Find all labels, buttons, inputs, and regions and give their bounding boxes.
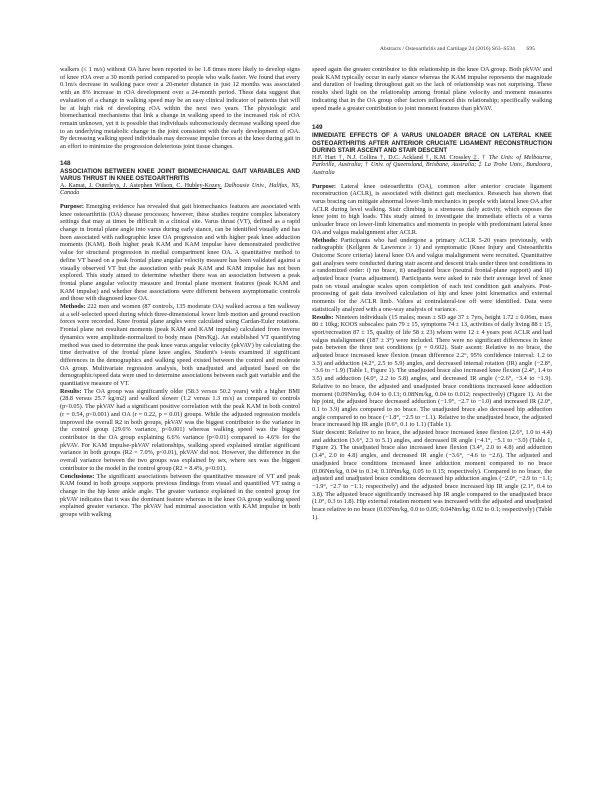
continued-paragraph: walkers (≤ 1 m/s) without OA have been reported to be 1.8 times more likely to develop signs of knee rOA over a 30 month period compared to people who walk faster. We found that every 0.1m/s decrease in walking pace over a 20-meter distance in just 12 months was associated with an 8% increase in rOA development over a 24-month period. These data suggest that evaluation of a change in walking speed may be an easy clinical indicator of patients that will be at high risk of developing rOA within the next two years. The physiologic and biomechanical mechanisms that link a change in walking speed to the increased risk of rOA remain unknown, yet it is possible that individuals subconsciously decrease walking speed due to an underlying metabolic change in the joint consistent with the early development of rOA. By decreasing walking speed individuals may decrease impulse forces at the knee during gait in an effort to minimize the progression deleterious joint tissue changes. <box>60 66 300 151</box>
abstract-title: ASSOCIATION BETWEEN KNEE JOINT BIOMECHANICAL GAIT VARIABLES AND VARUS THRUST IN KNEE OSTEOARTHRITIS <box>60 167 300 183</box>
abstract-authors <box>312 155 552 178</box>
left-column <box>60 66 300 519</box>
abstract-number: 149 <box>312 124 323 132</box>
purpose-text: Emerging evidence has revealed that gait biomechanics features are associated with knee osteoarthritis (OA) disease processes; however, these studies require complex laboratory settings that may at times be difficult in a clinical site. Varus thrust (VT), defined as a rapid change in frontal plane angle into varus during early stance, can be identified visually and has been associated with radiographic knee OA progression and with higher peak knee adduction moments (KAM). Both higher peak KAM and KAM impulse have demonstrated predictive value for structural progression in medial compartment knee OA. A quantitative method to define VT based on a peak frontal plane angular velocity measure has been validated against a visually observed VT but the association with peak KAM and KAM impulse has not been explored. This study aimed to determine whether there was an association between a peak frontal plane angular velocity measure and frontal plane moment features (peak KAM and KAM impulse) and whether these associations were different between asymptomatic controls and those with diagnosed knee OA. <box>60 202 300 303</box>
methods-paragraph <box>312 237 552 314</box>
right-column <box>312 66 552 522</box>
methods-label: Methods: <box>312 236 338 244</box>
page-number: S95 <box>526 46 535 52</box>
purpose-text: Lateral knee osteoarthritis (OA), common after anterior cruciate ligament reconstruction (ACLR), is associated with distinct gait mechanics. Research has shown that varus bracing can mitigate abnormal lower-limb mechanics in people with lateral knee OA after ACLR during level walking. Stair climbing is a strenuous daily activity, which exposes the knee joint to high loads. This study aimed to investigate the immediate effects of a varus unloader brace on lower-limb kinematics and moments in people with predominant lateral knee OA and valgus malalignment after ACLR. <box>312 182 552 236</box>
methods-paragraph <box>60 303 300 388</box>
results-paragraph <box>60 388 300 473</box>
abstract-149 <box>312 124 552 521</box>
purpose-paragraph <box>60 203 300 303</box>
purpose-paragraph <box>312 183 552 237</box>
methods-label: Methods: <box>60 303 86 311</box>
results-text: Nineteen individuals (15 males; mean ± SD age 37 ± 7yrs, height 1.72 ± 0.06m, mass 80 ± 10kg; KOOS subscales: pain 79 ± 15, symptoms 74 ± 13, activities of daily living 88 ± 15, sport/recreation 87 ± 15, quality of life 58 ± 23) whom were 12 ± 4 years post ACLR and had valgus malalignment (187 ± 3°) were included. There were no significant differences in knee pain between the three test conditions (p = 0.602). Stair ascent: Relative to no brace, the adjusted brace increased knee flexion (mean difference 2.2°, 95% confidence interval: 1.2 to 3.3) and adduction (4.2°, 2.5 to 5.9) angles, and decreased internal rotation (IR) angle (−2.8°, −3.6 to −1.9) (Table 1, Figure 1). The unadjusted brace also increased knee flexion (2.4°, 1.4 to 3.5) and adduction (4.0°, 2.2 to 5.8) angles, and decreased IR angle (−2.6°, −3.4 to −1.9). Relative to no brace, the adjusted and unadjusted brace conditions increased knee adduction moment (0.09Nm/kg, 0.04 to 0.13; 0.08Nm/kg, 0.04 to 0.012; respectively) (Figure 1). At the hip joint, the adjusted brace decreased adduction (−1.9°, −2.7 to −1.0) and increased IR (2.0°, 0.1 to 3.9) angles compared to no brace. The unadjusted brace also decreased hip adduction angle compared to no brace (−1.8°, −2.5 to −1.1). Relative to the unadjusted brace, the adjusted brace increased hip IR angle (0.6°, 0.1 to 1.1) (Table 1). <box>312 313 552 429</box>
continued-paragraph: speed again the greater contributor to this relationship in the knee OA group. Both pkVAV and peak KAM typically occur in early stance whereas the KAM impulse represents the magnitude and duration of loading throughout gait so the lack of relationship was not surprising. These results shed light on the relationship among frontal plane velocity and moment measures indicating that in the OA group other factors influenced this relationship; specifically walking speed made a greater contribution to joint moment features than pkVAV. <box>312 66 552 112</box>
header-right <box>370 45 535 53</box>
conclusions-text: The significant associations between the quantitative measure of VT and peak KAM found in both groups supports previous findings from visual and quantified VT using a change in the hip knee ankle angle. The greater variance explained in the control group for pkVAV indicates that it was the dominant feature whereas in the knee OA group walking speed explained greater variance. The pkVAV had minimal association with KAM impulse in both groups with walking <box>60 472 300 519</box>
results-label: Results: <box>60 387 82 395</box>
running-header <box>60 45 535 55</box>
conclusions-paragraph <box>60 473 300 519</box>
author-affiliation: Dalhousie Univ., Halifax, NS, Canada <box>60 182 301 197</box>
author-affiliation: † The Univ. of Melbourne, Parkville, Australia; † Univ. of Queensland, Brisbane, Australia; ‡ La Trobe Univ., Bundoora, Australia <box>312 154 552 176</box>
conclusions-label: Conclusions: <box>60 472 95 480</box>
author-list: A. Kamat, J. Outerleys, J. Astephen Wilson, C. Hubley-Kozey. <box>60 182 222 189</box>
methods-text: Participants who had undergone a primary ACLR 5-20 years previously, with radiographic (Kellgren & Lawrence ≥ 1) and symptomatic (Knee Injury and Osteoarthritis Outcome Score criteria) lateral knee OA and valgus malalignment were recruited. Quantitative gait analyses were conducted during stair ascent and descent trials under three test conditions in a randomized order: i) no brace, ii) unadjusted brace (neutral frontal-plane support) and iii) adjusted brace (varus adjustment). Participants were asked to rate their average level of knee pain on visual analogue scales upon completion of each test condition gait analyses. Post-processing of gait data involved calculation of hip and knee joint kinematics and external moments for the ACLR limb. Values at contralateral-toe off were identified. Data were statistically analyzed with a one-way analysis of variance. <box>312 236 552 313</box>
methods-text: 222 men and women (87 controls, 135 moderate OA) walked across a 6m walkway at a self-selected speed during which three-dimensional lower limb motion and ground reaction forces were recorded. Knee frontal plane angles were calculated using Cardan-Euler rotations. Frontal plane net resultant moments (peak KAM and KAM impulse) calculated from inverse dynamics were amplitude-normalized to body mass (Nm/Kg). An established VT quantifying method was used to determine the peak knee varus angular velocity (pkVAV) by calculating the time derivative of the frontal plane knee angles. Student's t-tests examined if significant differences in the demographics and walking speed existed between the control and moderate OA group. Multivariate regression analysis, both unadjusted and adjusted based on the demographic/speed data were used to determine associations between each gait variable and the quantitative measure of VT. <box>60 303 300 388</box>
stair-descent-paragraph: Stair descent: Relative to no brace, the adjusted brace increased knee flexion (2.6°, 1.0 to 4.4) and adduction (3.6°, 2.3 to 5.1) angles, and decreased IR angle (−4.1°, −5.1 to −3.0) (Table 1, Figure 2). The unadjusted brace also increased knee flexion (3.4°, 2.0 to 4.8) and adduction (3.4°, 2.0 to 4.8) angles, and decreased IR angle (−3.6°, −4.6 to −2.6). The adjusted and unadjusted brace conditions increased knee adduction moment compared to no brace (0.06Nm/kg, 0.04 to 0.14; 0.10Nm/kg, 0.05 to 0.15; respectively). Compared to no brace, the adjusted and unadjusted brace conditions decreased hip adduction angles (−2.0°, −2.9 to −1.1; −1.9°, −2.7 to −1.1; respectively) and the adjusted brace increased hip IR angle (2.1°, 0.4 to 3.8). The adjusted brace significantly increased hip IR angle compared to the unadjusted brace (1.0°, 0.3 to 1.8). Hip external rotation moment was increased with the adjusted and unadjusted brace relative to no brace (0.03Nm/kg, 0.0 to 0.05; 0.04Nm/kg; 0.02 to 0.1; respectively) (Table 1). <box>312 429 552 521</box>
purpose-label: Purpose: <box>312 182 336 190</box>
journal-citation: Abstracts / Osteoarthritis and Cartilage 24 (2016) S63–S534 <box>379 46 515 52</box>
results-text: The OA group was significantly older (58.3 versus 50.2 years) with a higher BMI (28.8 versus 25.7 kg/m2) and walked slower (1.2 versus 1.3 m/s) as compared to controls (p<0.05). The pkVAV had a significant positive correlation with the peak KAM in both control (r = 0.54, p<0.001) and OA (r = 0.22, p = 0.01) groups. While the adjusted regression models improved the overall R2 in both groups, pkVAV was the biggest contributor to the variance in the control group (29.6% variance, p<0.001) whereas walking speed was the biggest contributor in the OA group explaining 6.6% variance (p<0.01) compared to 4.6% for the pkVAV. For KAM impulse-pkVAV relationships, walking speed explained similar significant variance in both groups (R2 = 7.0%, p<0.01), pkVAV did not. However, the difference in the overall variance between the two groups was explained by sex, where sex was the biggest contributor to the model in the control group (R2 = 8.4%, p<0.01). <box>60 387 300 472</box>
abstract-authors <box>60 183 300 198</box>
results-paragraph <box>312 314 552 430</box>
purpose-label: Purpose: <box>60 202 84 210</box>
results-label: Results: <box>312 313 334 321</box>
abstract-number: 148 <box>60 159 71 167</box>
author-list: H.F. Hart †, N.J. Collins †, D.C. Ackland †, K.M. Crossley ‡. <box>312 154 480 161</box>
abstract-148 <box>60 160 300 519</box>
abstract-title: IMMEDIATE EFFECTS OF A VARUS UNLOADER BRACE ON LATERAL KNEE OSTEOARTHRITIS AFTER ANTERIOR CRUCIATE LIGAMENT RECONSTRUCTION DURING STAIR ASCENT AND STAIR DESCENT <box>312 132 552 155</box>
